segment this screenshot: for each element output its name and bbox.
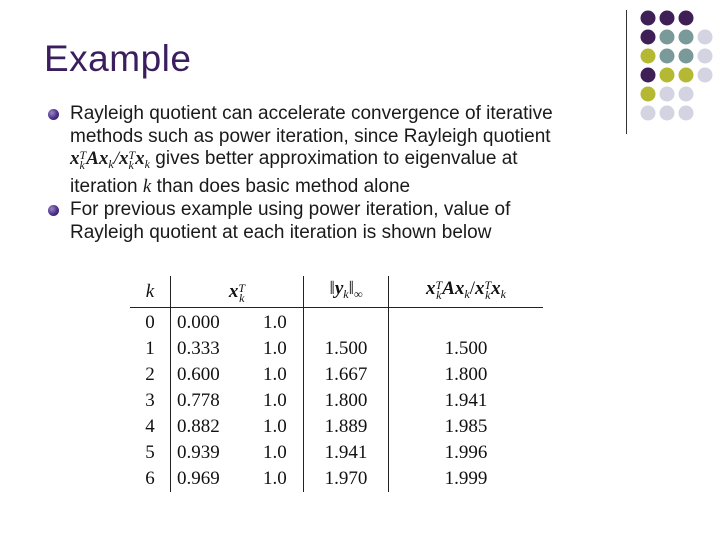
table-cell-y: 1.941 bbox=[304, 440, 389, 466]
table-cell-rq bbox=[389, 308, 544, 337]
slide-title: Example bbox=[44, 38, 192, 79]
header-y-norm: $‖y_k‖_\infty$ bbox=[304, 276, 389, 308]
table-row bbox=[130, 388, 543, 414]
decor-dot bbox=[698, 68, 713, 83]
decor-dot bbox=[660, 30, 675, 45]
table-cell-y: 1.500 bbox=[304, 336, 389, 362]
table-body bbox=[130, 308, 543, 493]
header-k: k bbox=[130, 276, 171, 308]
table-cell-x2: 1.0 bbox=[263, 362, 304, 388]
decor-dot bbox=[698, 30, 713, 45]
decor-dot bbox=[660, 11, 675, 26]
table-cell-k: 6 bbox=[130, 466, 171, 492]
bullet-item-example bbox=[48, 199, 628, 244]
table-cell-x1: 0.969 bbox=[177, 468, 220, 489]
table-cell-x1: 0.333 bbox=[177, 338, 220, 359]
table-cell-k: 2 bbox=[130, 362, 171, 388]
table-cell-k: 3 bbox=[130, 388, 171, 414]
table-cell-rq: 1.500 bbox=[444, 338, 488, 359]
table-row bbox=[130, 308, 543, 337]
bullet-text: than does basic method alone bbox=[151, 175, 411, 197]
bullet-item-rayleigh bbox=[48, 103, 628, 198]
bullet-line: Rayleigh quotient can accelerate convergence of iterative bbox=[70, 103, 553, 124]
table-cell-k: 0 bbox=[130, 308, 171, 337]
table-cell-y: 1.889 bbox=[304, 414, 389, 440]
table-cell-y: 1.970 bbox=[304, 466, 389, 492]
table-cell-rq: 1.800 bbox=[444, 364, 488, 385]
table-cell-y: 1.667 bbox=[304, 362, 389, 388]
bullet-dot-icon bbox=[48, 109, 59, 120]
decor-dot bbox=[641, 106, 656, 121]
table-cell-rq: 1.996 bbox=[444, 442, 488, 463]
decor-dot bbox=[660, 49, 675, 64]
header-x: x T k bbox=[171, 276, 304, 308]
header-rayleigh-quotient: x T k $Ax_k/x$ T k $x_k$ bbox=[389, 276, 544, 308]
bullet-line: For previous example using power iteration, value of bbox=[70, 199, 511, 220]
decor-dot bbox=[679, 106, 694, 121]
bullet-list bbox=[48, 103, 628, 244]
table-cell-x1: 0.000 bbox=[177, 312, 220, 333]
bullet-text: gives better approximation to eigenvalue at bbox=[150, 148, 518, 169]
table-cell-x1: 0.882 bbox=[177, 416, 220, 437]
rayleigh-quotient-formula: x T k $Ax_k/x$ T k $x_k$ bbox=[70, 148, 150, 172]
decor-dot bbox=[660, 106, 675, 121]
math-k: k bbox=[142, 175, 152, 197]
rayleigh-iteration-table bbox=[130, 276, 543, 492]
table-cell-x2: 1.0 bbox=[263, 440, 304, 466]
table-cell-rq: 1.941 bbox=[444, 390, 488, 411]
table-cell-k: 4 bbox=[130, 414, 171, 440]
decor-dot bbox=[679, 30, 694, 45]
decor-dot bbox=[641, 30, 656, 45]
table-cell-x2: 1.0 bbox=[263, 466, 304, 492]
decor-dot bbox=[679, 87, 694, 102]
decor-dot bbox=[660, 87, 675, 102]
table-cell-x2: 1.0 bbox=[263, 414, 304, 440]
table-cell-y bbox=[304, 308, 389, 337]
decor-dot bbox=[641, 87, 656, 102]
bullet-line: Rayleigh quotient at each iteration is shown below bbox=[70, 221, 492, 243]
table-cell-k: 5 bbox=[130, 440, 171, 466]
decor-dot bbox=[660, 68, 675, 83]
table-header-row bbox=[130, 276, 543, 308]
table-cell-rq: 1.985 bbox=[444, 416, 488, 437]
bullet-line-formula bbox=[70, 148, 628, 176]
table-row bbox=[130, 362, 543, 388]
table-row bbox=[130, 414, 543, 440]
table-cell-x2: 1.0 bbox=[263, 308, 304, 337]
decor-dot bbox=[679, 11, 694, 26]
table-row bbox=[130, 466, 543, 492]
decor-dot bbox=[679, 49, 694, 64]
decor-dot bbox=[641, 11, 656, 26]
decor-dot bbox=[679, 68, 694, 83]
bullet-text: iteration bbox=[70, 175, 143, 197]
table-cell-y: 1.800 bbox=[304, 388, 389, 414]
table-cell-x1: 0.778 bbox=[177, 390, 220, 411]
bullet-dot-icon bbox=[48, 205, 59, 216]
bullet-line bbox=[70, 176, 628, 199]
decor-dot bbox=[698, 49, 713, 64]
decor-dot bbox=[641, 49, 656, 64]
table-cell-x2: 1.0 bbox=[263, 336, 304, 362]
table-cell-x2: 1.0 bbox=[263, 388, 304, 414]
bullet-line: methods such as power iteration, since Rayleigh quotient bbox=[70, 125, 551, 147]
table-cell-x1: 0.600 bbox=[177, 364, 220, 385]
table-cell-k: 1 bbox=[130, 336, 171, 362]
table-cell-x1: 0.939 bbox=[177, 442, 220, 463]
table-cell-rq: 1.999 bbox=[444, 468, 488, 489]
table-row bbox=[130, 440, 543, 466]
table-row bbox=[130, 336, 543, 362]
decor-dot bbox=[641, 68, 656, 83]
